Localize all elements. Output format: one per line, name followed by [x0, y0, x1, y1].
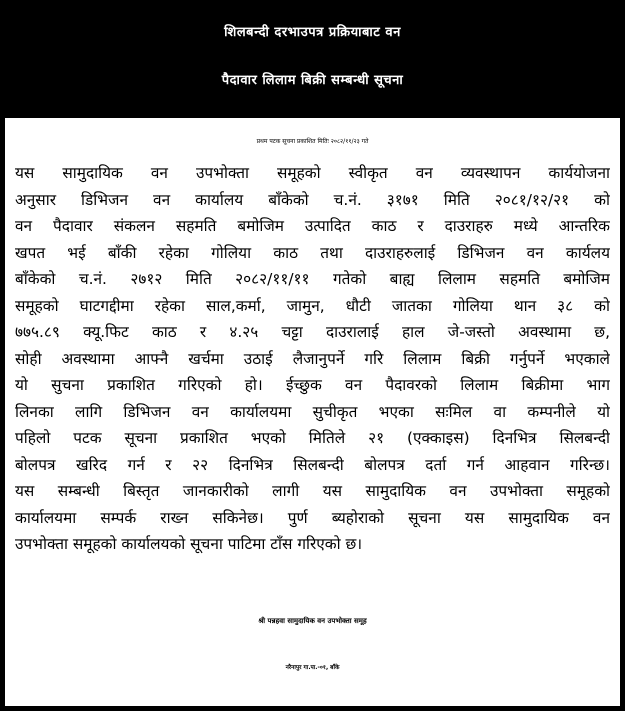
publication-date-line: प्रथम पटक सूचना प्रकाशित मितिः २०८२/११/२३ गते: [256, 138, 369, 145]
body-line: यो सुचना प्रकाशित गरिएको हो। ईच्छुक वन पैदावरको लिलाम बिक्रीमा भाग: [15, 376, 610, 394]
body-line: बोलपत्र खरिद गर्न र २२ दिनभित्र सिलबन्दी बोलपत्र दर्ता गर्न आहवान गरिन्छ।: [15, 455, 610, 474]
body-line: सोही अवस्थामा आफ्नै खर्चमा उठाई लैजानुपर्ने गरि लिलाम बिक्री गर्नुपर्ने भएकाले: [15, 349, 610, 368]
body-line: ७७५.८९ क्यू.फिट काठ र ४.२५ चट्टा दाउरालाई हाल जे-जस्तो अवस्थामा छ,: [15, 323, 610, 341]
body-line: लिनका लागि डिभिजन वन कार्यालयमा सुचीकृत भएका सःमिल वा कम्पनीले यो: [15, 402, 610, 421]
body-line: पहिलो पटक सूचना प्रकाशित भएको मितिले २१ (एक्काइस) दिनभित्र सिलबन्दी: [15, 429, 610, 447]
organization-name: श्री पन्नहवा सामुदायिक वन उपभोक्ता समूह: [258, 617, 367, 625]
notice-body: [15, 160, 610, 558]
body-line: खपत भई बाँकी रहेका गोलिया काठ तथा दाउराहरुलाई डिभिजन वन कार्यलय: [15, 243, 610, 262]
body-line: वन पैदावार संकलन सहमति बमोजिम उत्पादित काठ र दाउराहरु मध्ये आन्तरिक: [15, 217, 610, 235]
body-line: उपभोक्ता समूहको कार्यालयको सूचना पाटिमा टाँस गरिएको छ।: [15, 535, 363, 553]
body-line: कार्यालयमा सम्पर्क राख्न सकिनेछ। पुर्ण ब्यहोराको सूचना यस सामुदायिक वन: [15, 508, 610, 527]
body-line: यस सामुदायिक वन उपभोक्ता समूहको स्वीकृत वन व्यवस्थापन कार्ययोजना: [15, 164, 610, 182]
notice-title-line-1: शिलबन्दी दरभाउपत्र प्रक्रियाबाट वन: [224, 25, 401, 40]
body-line: बाँकेको च.नं. २७१२ मिति २०८२/११/११ गतेको बाह्य लिलाम सहमति बमोजिम: [15, 270, 610, 288]
body-line: समूहको घाटगद्दीमा रहेका साल,कर्मा, जामुन, धौटी जातका गोलिया थान ३८ को: [15, 296, 610, 315]
notice-title-line-2: पैदावार लिलाम बिक्री सम्बन्धी सूचना: [221, 73, 404, 88]
body-line: यस सम्बन्धी बिस्तृत जानकारीको लागी यस सामुदायिक वन उपभोक्ता समूहको: [15, 482, 610, 500]
body-line: अनुसार डिभिजन वन कार्यालय बाँकेको च.नं. ३१७१ मिति २०८१/१२/२१ को: [15, 190, 610, 209]
organization-address: नरैनापुर गा.पा.-०१, बाँके: [285, 665, 340, 671]
notice-header: [0, 0, 625, 118]
